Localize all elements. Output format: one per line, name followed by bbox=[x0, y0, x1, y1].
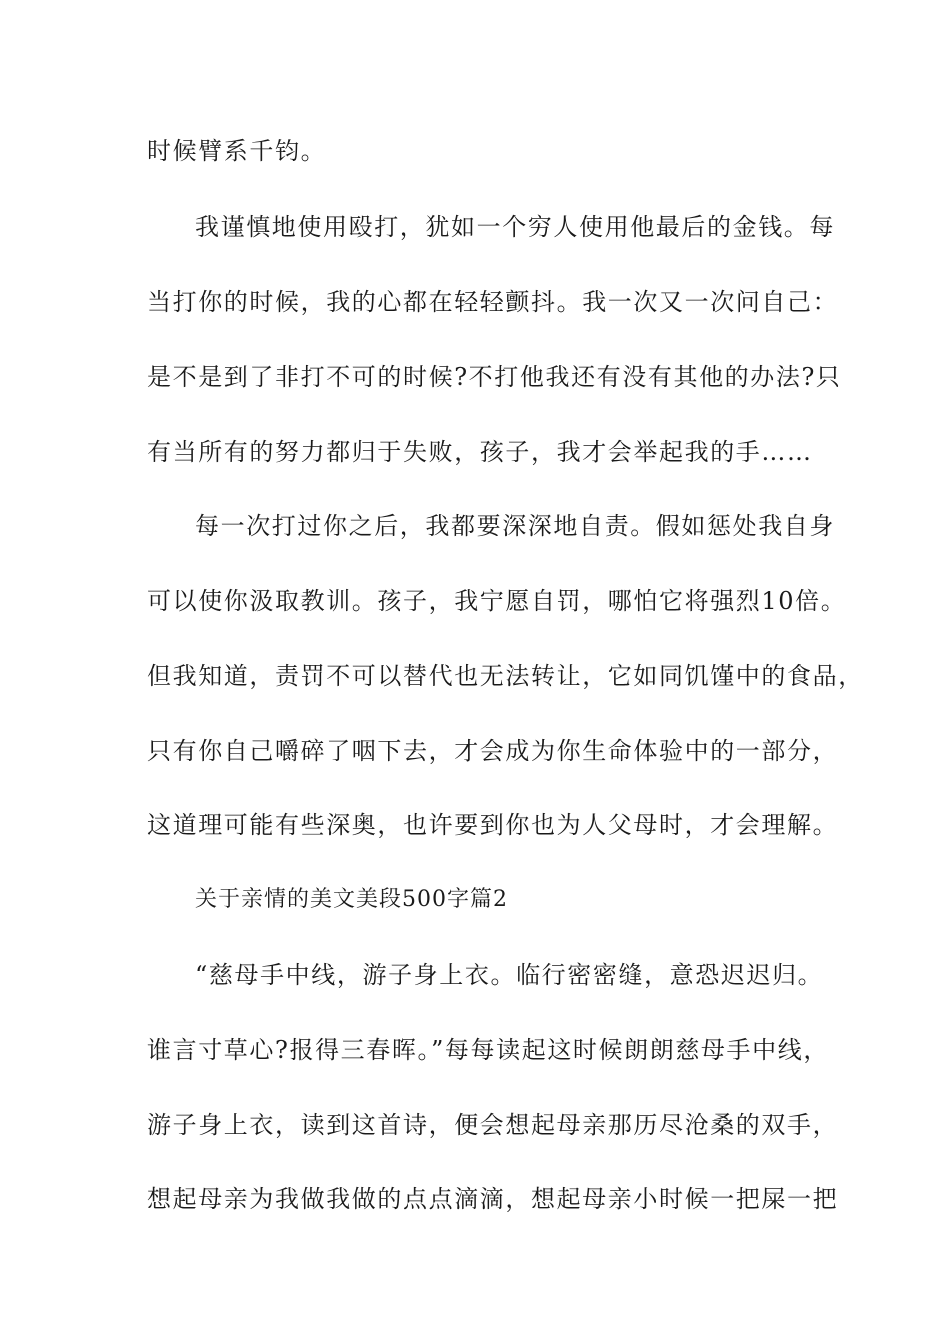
text-line-9: 只有你自己嚼碎了咽下去，才会成为你生命体验中的一部分， bbox=[147, 737, 839, 765]
text-line-12: “慈母手中线，游子身上衣。临行密密缝，意恐迟迟归。 bbox=[195, 961, 824, 989]
text-line-15: 想起母亲为我做我做的点点滴滴，想起母亲小时候一把屎一把 bbox=[147, 1185, 839, 1213]
text-line-7: 可以使你汲取教训。孩子，我宁愿自罚，哪怕它将强烈10倍。 bbox=[147, 587, 847, 615]
text-line-6: 每一次打过你之后，我都要深深地自责。假如惩处我自身 bbox=[195, 512, 835, 540]
section-heading: 关于亲情的美文美段500字篇2 bbox=[195, 887, 508, 912]
text-line-13: 谁言寸草心?报得三春晖。”每每读起这时候朗朗慈母手中线， bbox=[147, 1036, 829, 1064]
text-line-1: 时候臂系千钧。 bbox=[147, 137, 327, 165]
text-line-10: 这道理可能有些深奥，也许要到你也为人父母时，才会理解。 bbox=[147, 811, 839, 839]
text-line-2: 我谨慎地使用殴打，犹如一个穷人使用他最后的金钱。每 bbox=[195, 213, 835, 241]
text-line-5: 有当所有的努力都归于失败，孩子，我才会举起我的手…… bbox=[147, 438, 813, 466]
text-line-14: 游子身上衣，读到这首诗，便会想起母亲那历尽沧桑的双手， bbox=[147, 1111, 839, 1139]
text-line-8: 但我知道，责罚不可以替代也无法转让，它如同饥馑中的食品， bbox=[147, 662, 864, 690]
text-line-3: 当打你的时候，我的心都在轻轻颤抖。我一次又一次问自己： bbox=[147, 288, 839, 316]
text-line-4: 是不是到了非打不可的时候?不打他我还有没有其他的办法?只 bbox=[147, 363, 842, 391]
